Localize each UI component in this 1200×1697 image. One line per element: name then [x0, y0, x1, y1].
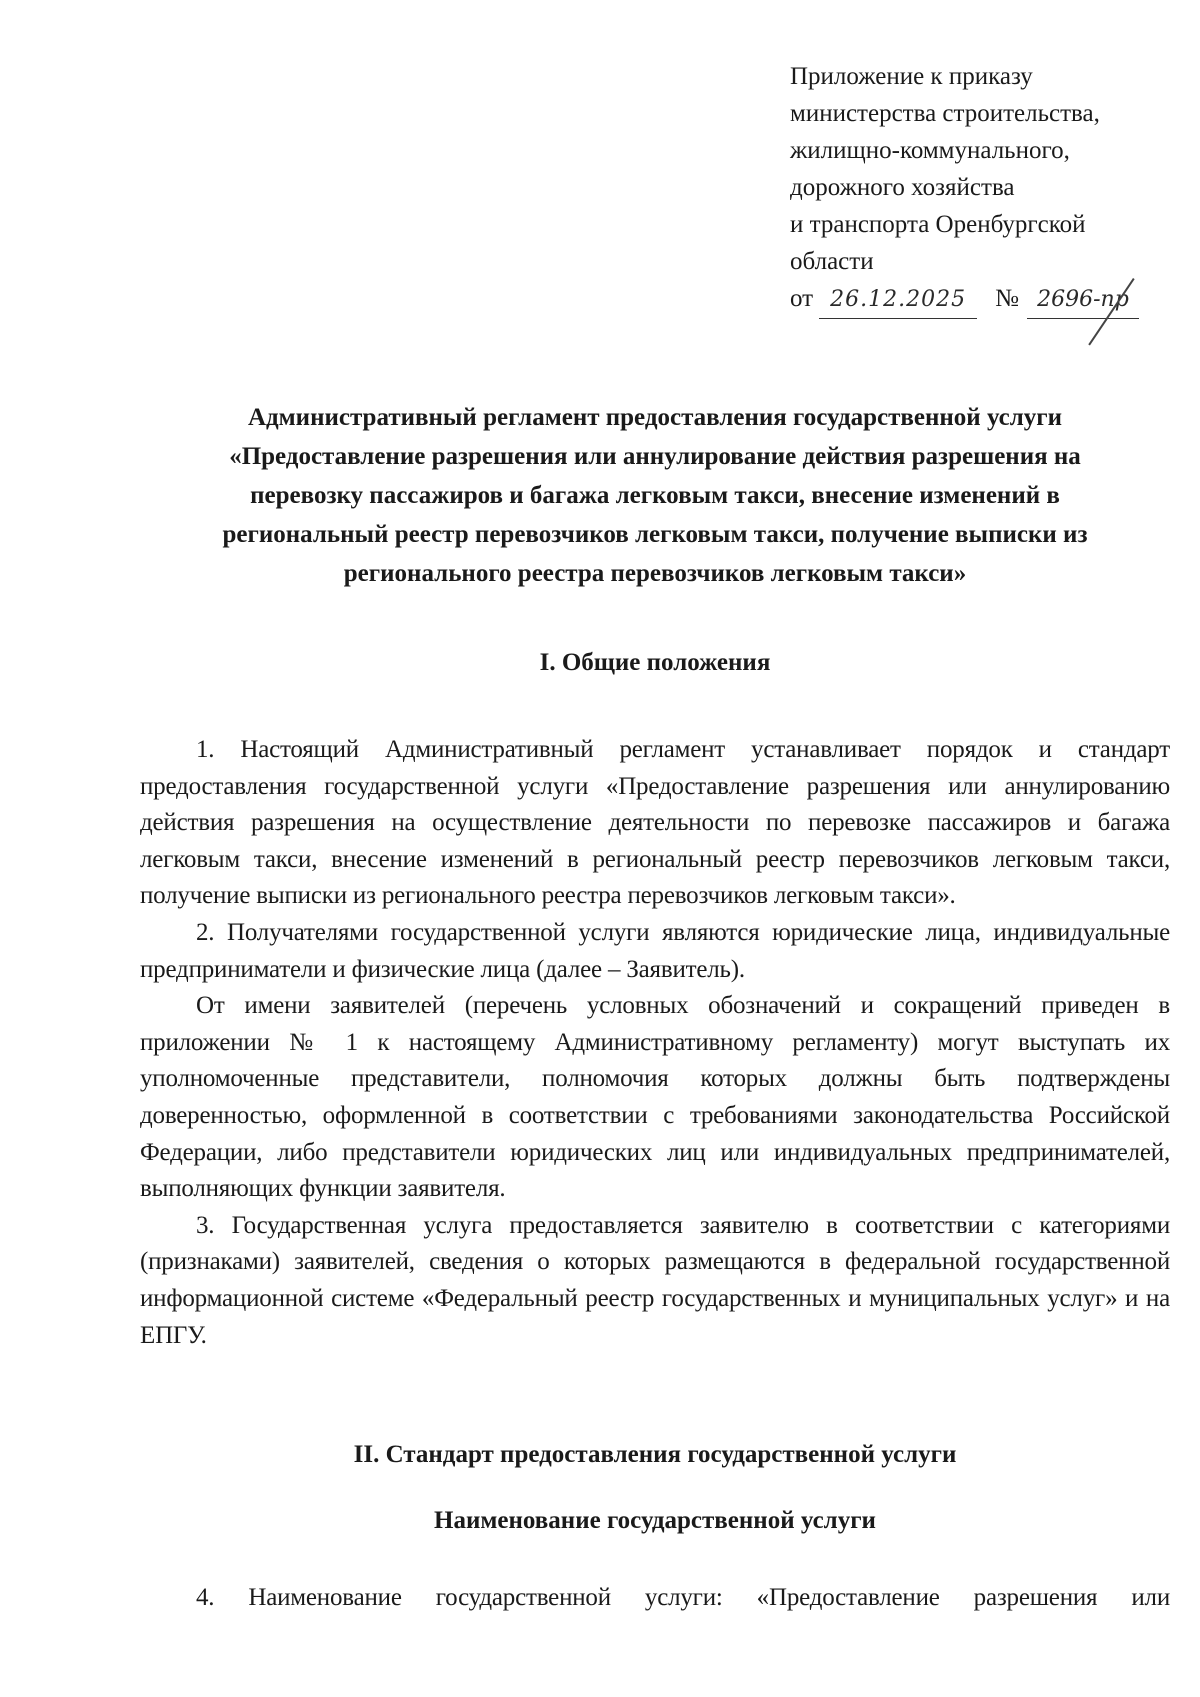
section-general-body [140, 732, 1170, 1354]
paragraph: 1. Настоящий Административный регламент устанавливает порядок и стандарт предоставления государственной услуги «Предоставление разрешения или аннулированию действия разрешения на осуществление деятельности по перевозке пассажиров и багажа легковым такси, внесение изменений в региональный реестр перевозчиков легковым такси, получение выписки из регионального реестра перевозчиков легковым такси». [140, 736, 1170, 910]
paragraph: 2. Получателями государственной услуги являются юридические лица, индивидуальные предприниматели и физические лица (далее – Заявитель). [140, 918, 1170, 983]
title-line: перевозку пассажиров и багажа легковым такси, внесение изменений в [250, 482, 1060, 509]
order-date-number [790, 280, 1170, 319]
approval-line: дорожного хозяйства [790, 174, 1015, 201]
order-number-handwritten: 2696-пр [1027, 281, 1139, 319]
approval-line: министерства строительства, [790, 100, 1100, 127]
document-title [140, 398, 1170, 593]
title-line: региональный реестр перевозчиков легковым такси, получение выписки из [222, 521, 1088, 548]
subheading-service-name: Наименование государственной услуги [434, 1507, 876, 1534]
section-heading-general: I. Общие положения [539, 649, 771, 676]
section-heading-standard: II. Стандарт предоставления государственной услуги [353, 1441, 957, 1468]
approval-line: Приложение к приказу [790, 63, 1033, 90]
section-standard-body [140, 1580, 1170, 1617]
paragraph: 3. Государственная услуга предоставляется заявителю в соответствии с категориями (признаками) заявителей, сведения о которых размещаются в федеральной государственной информационной системе «Федеральный реестр государственных и муниципальных услуг» и на ЕПГУ. [140, 1211, 1170, 1349]
approval-line: и транспорта Оренбургской [790, 211, 1086, 238]
order-date-handwritten: 26.12.2025 [819, 281, 977, 319]
number-sign: № [995, 285, 1019, 312]
title-line: «Предоставление разрешения или аннулирование действия разрешения на [229, 443, 1081, 470]
date-prefix: от [790, 285, 814, 312]
title-line: Административный регламент предоставления государственной услуги [247, 404, 1063, 431]
title-line: регионального реестра перевозчиков легковым такси» [343, 560, 967, 587]
approval-line: жилищно-коммунального, [790, 137, 1070, 164]
paragraph: 4. Наименование государственной услуги: «Предоставление разрешения или [196, 1584, 1170, 1611]
approval-block [790, 58, 1170, 319]
paragraph: От имени заявителей (перечень условных обозначений и сокращений приведен в приложении № 1 к настоящему Административному регламенту) могут выступать их уполномоченные представители, полномочия которых должны быть подтверждены доверенностью, оформленной в соответствии с требованиями законодательства Российской Федерации, либо представители юридических лиц или индивидуальных предпринимателей, выполняющих функции заявителя. [140, 992, 1170, 1203]
approval-line: области [790, 248, 874, 275]
